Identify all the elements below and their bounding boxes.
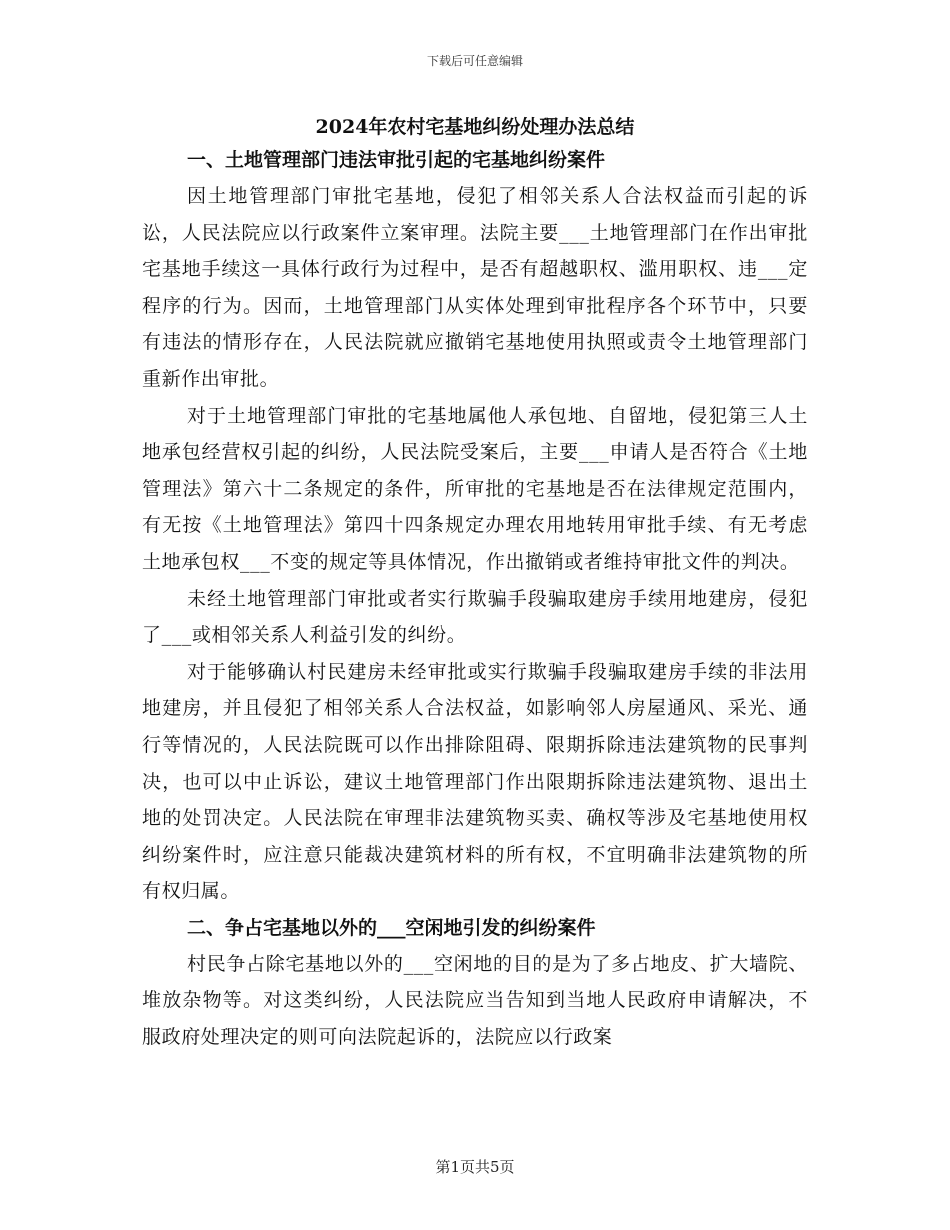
section-heading-1: 一、土地管理部门违法审批引起的宅基地纠纷案件 (187, 149, 606, 171)
page-number: 第1页共5页 (435, 1158, 515, 1176)
document-title: 2024年农村宅基地纠纷处理办法总结 (315, 116, 635, 138)
paragraph: 未经土地管理部门审批或者实行欺骗手段骗取建房手续用地建房，侵犯了___或相邻关系人利益引发的纠纷。 (142, 587, 808, 647)
page-header: 下载后可任意编辑 (426, 54, 523, 68)
paragraph: 村民争占除宅基地以外的___空闲地的目的是为了多占地皮、扩大墙院、堆放杂物等。对这类纠纷，人民法院应当告知到当地人民政府申请解决，不服政府处理决定的则可向法院起诉的，法院应以行政案 (142, 952, 808, 1049)
section-heading-2: 二、争占宅基地以外的___空闲地引发的纠纷案件 (187, 916, 596, 939)
paragraph: 因土地管理部门审批宅基地，侵犯了相邻关系人合法权益而引起的诉讼，人民法院应以行政案件立案审理。法院主要___土地管理部门在作出审批宅基地手续这一具体行政行为过程中，是否有超越职权、滥用职权、违___定程序的行为。因而，土地管理部门从实体处理到审批程序各个环节中，只要有违法的情形存在，人民法院就应撤销宅基地使用执照或责令土地管理部门重新作出审批。 (142, 185, 808, 390)
document-body (142, 112, 808, 1056)
paragraph: 对于土地管理部门审批的宅基地属他人承包地、自留地，侵犯第三人土地承包经营权引起的纠纷，人民法院受案后，主要___申请人是否符合《土地管理法》第六十二条规定的条件，所审批的宅基地是否在法律规定范围内，有无按《土地管理法》第四十四条规定办理农用地转用审批手续、有无考虑土地承包权___不变的规定等具体情况，作出撤销或者维持审批文件的判决。 (142, 404, 808, 573)
paragraph: 对于能够确认村民建房未经审批或实行欺骗手段骗取建房手续的非法用地建房，并且侵犯了相邻关系人合法权益，如影响邻人房屋通风、采光、通行等情况的，人民法院既可以作出排除阻碍、限期拆除违法建筑物的民事判决，也可以中止诉讼，建议土地管理部门作出限期拆除违法建筑物、退出土地的处罚决定。人民法院在审理非法建筑物买卖、确权等涉及宅基地使用权纠纷案件时，应注意只能裁决建筑材料的所有权，不宜明确非法建筑物的所有权归属。 (142, 660, 808, 903)
